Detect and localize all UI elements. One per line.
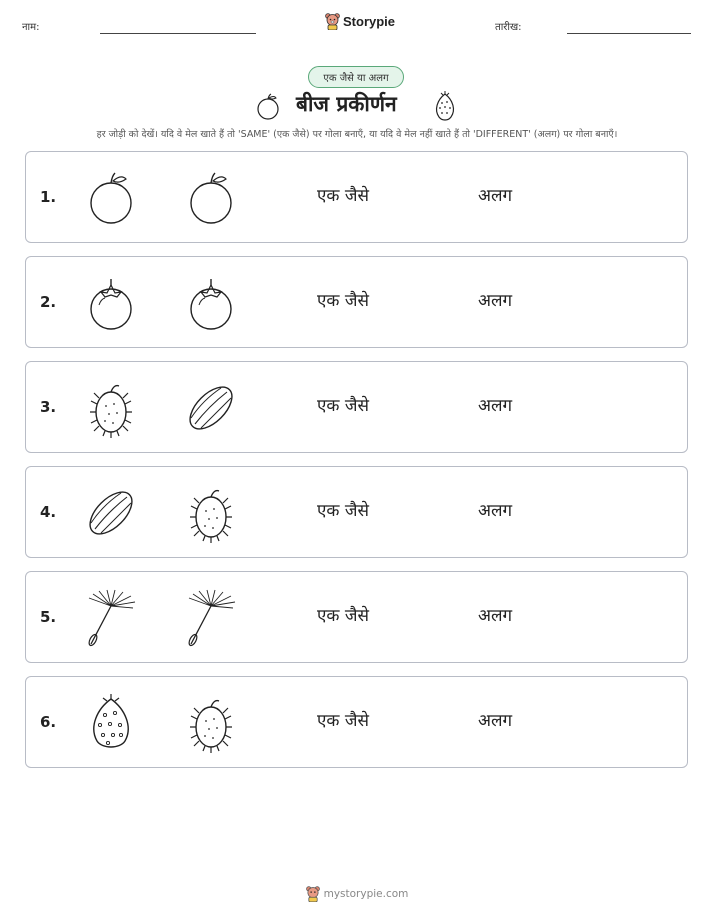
date-label: तारीख:: [495, 22, 522, 33]
burr-seed-icon: [181, 693, 241, 753]
pair-row-4: [25, 466, 688, 558]
pair-row-6: [25, 676, 688, 768]
burr-seed-icon: [81, 378, 141, 438]
strawberry-icon: [81, 693, 141, 753]
brand-name: Storypie: [343, 14, 396, 29]
dandelion-seed-icon: [81, 588, 141, 648]
page-title: बीज प्रकीर्णन: [296, 92, 397, 116]
worksheet-type-badge: एक जैसे या अलग: [308, 66, 404, 88]
footer: [0, 886, 714, 902]
almond-seed-icon: [181, 378, 241, 438]
burr-seed-icon: [181, 483, 241, 543]
brand-logo: [325, 13, 395, 30]
same-option[interactable]: एक जैसे: [317, 396, 369, 416]
different-option[interactable]: अलग: [478, 396, 513, 416]
row-number: 1.: [40, 188, 57, 206]
dandelion-seed-icon: [181, 588, 241, 648]
different-option[interactable]: अलग: [478, 711, 513, 731]
different-option[interactable]: अलग: [478, 291, 513, 311]
date-line[interactable]: [567, 33, 691, 34]
bear-mascot-icon: [306, 886, 320, 902]
different-option[interactable]: अलग: [478, 186, 513, 206]
row-number: 5.: [40, 608, 57, 626]
same-option[interactable]: एक जैसे: [317, 501, 369, 521]
name-line[interactable]: [100, 33, 256, 34]
apple-icon: [255, 92, 281, 120]
same-option[interactable]: एक जैसे: [317, 711, 369, 731]
pair-row-1: [25, 151, 688, 243]
row-number: 3.: [40, 398, 57, 416]
bear-mascot-icon: [325, 13, 340, 30]
name-label: नाम:: [22, 22, 40, 33]
row-number: 4.: [40, 503, 57, 521]
pair-row-5: [25, 571, 688, 663]
different-option[interactable]: अलग: [478, 501, 513, 521]
instructions: हर जोड़ी को देखें। यदि वे मेल खाते हैं तो 'SAME' (एक जैसे) पर गोला बनाएँ, या यदि वे मेल नहीं खाते हैं तो 'DIFFERENT' (अलग) पर गोला बनाएँ।: [96, 129, 618, 140]
same-option[interactable]: एक जैसे: [317, 291, 369, 311]
pair-row-2: [25, 256, 688, 348]
same-option[interactable]: एक जैसे: [317, 186, 369, 206]
apple-icon: [81, 168, 141, 228]
pair-row-3: [25, 361, 688, 453]
row-number: 2.: [40, 293, 57, 311]
almond-seed-icon: [81, 483, 141, 543]
apple-icon: [181, 168, 241, 228]
different-option[interactable]: अलग: [478, 606, 513, 626]
same-option[interactable]: एक जैसे: [317, 606, 369, 626]
strawberry-icon: [432, 90, 458, 122]
tomato-icon: [181, 273, 241, 333]
title-row: [0, 88, 714, 122]
row-number: 6.: [40, 713, 57, 731]
tomato-icon: [81, 273, 141, 333]
footer-url[interactable]: mystorypie.com: [323, 888, 409, 900]
